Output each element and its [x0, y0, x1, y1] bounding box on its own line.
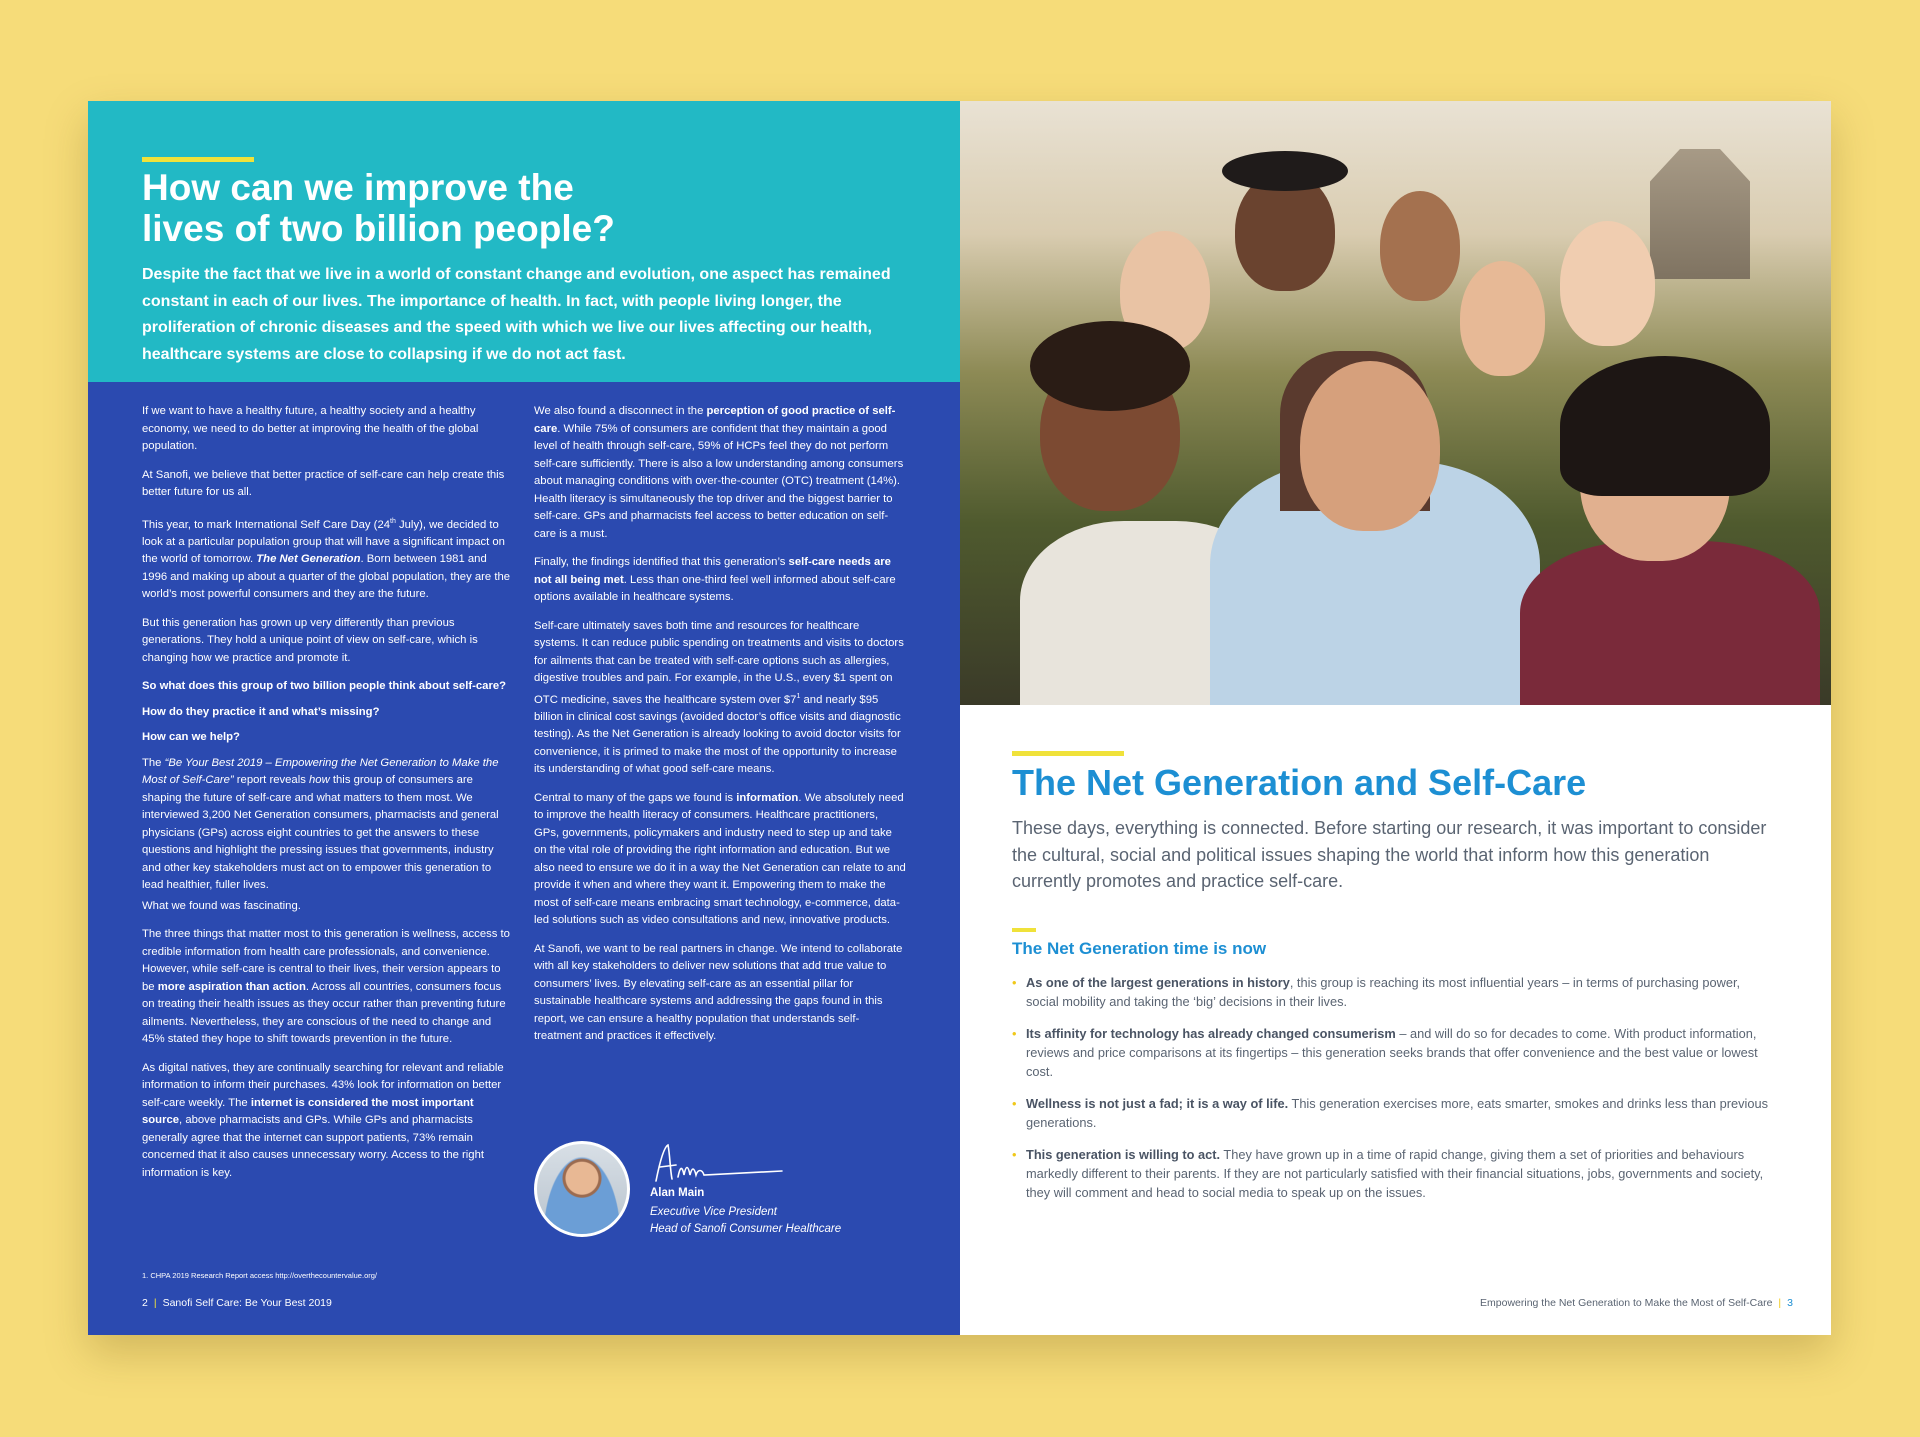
- paragraph: At Sanofi, we believe that better practice of self-care can help create this better future for us all.: [142, 468, 505, 498]
- left-page: [88, 101, 960, 1335]
- hero-panel: [88, 101, 960, 382]
- page-folio: [142, 1297, 332, 1309]
- signature-block: [534, 1141, 934, 1251]
- accent-bar-small: [1012, 928, 1036, 932]
- list-item: • This generation is willing to act. They have grown up in a time of rapid change, giving them a set of priorities and behaviours markedly different to their parents. If they are not particularly satisfied with their financial situations, jobs, governments and society, they will comment and head to social media to speak up on the issues.: [1012, 1145, 1772, 1202]
- footnote: 1. CHPA 2019 Research Report access http://overthecountervalue.org/: [142, 1271, 377, 1280]
- page-number: 2: [142, 1297, 148, 1309]
- right-page: [960, 101, 1831, 1335]
- paragraph: But this generation has grown up very differently than previous generations. They hold a unique point of view on self-care, which is changing how we practice and promote it.: [142, 616, 478, 664]
- subheading: The Net Generation time is now: [1012, 939, 1267, 958]
- section-title: The Net Generation and Self-Care: [1012, 762, 1587, 803]
- accent-bar: [1012, 751, 1124, 756]
- accent-bar: [142, 157, 254, 162]
- folio-separator: |: [1778, 1297, 1782, 1309]
- paragraph: Self-care ultimately saves both time and resources for healthcare systems. It can reduce public spending on treatments and visits to doctors for ailments that can be treated with self-care options such as allergies, digestive troubles and pain. For example, in the U.S., every $1 spent on OTC medicine, saves the healthcare system over $\$7^1$ and nearly $95 billion in clinical cost savings (avoided doctor’s office visits and diagnostic testing). As the Net Generation is already looking to avoid doctor visits for convenience, it is primed to make the most of the opportunity to increase its understanding of what good self-care means.: [534, 619, 904, 776]
- question: How can we help?: [142, 731, 240, 744]
- handwritten-signature: [650, 1141, 790, 1185]
- brochure-spread: [88, 101, 1831, 1335]
- intro-paragraph: Despite the fact that we live in a world of constant change and evolution, one aspect has remained constant in each of our lives. The importance of health. In fact, with people living longer, the proliferation of chronic diseases and the speed with which we live our lives affecting our health, healthcare systems are close to collapsing if we do not act fast.: [142, 266, 891, 363]
- title-line-2: lives of two billion people?: [142, 208, 615, 249]
- folio-text: Empowering the Net Generation to Make the Most of Self-Care: [1480, 1297, 1773, 1309]
- page-folio: [1480, 1297, 1793, 1309]
- paragraph: This year, to mark International Self Care Day (24th July), we decided to look at a particular population group that will have a significant impact on the world of tomorrow. The Net Generation. Born between 1981 and 1996 and making up about a quarter of the global population, they are the world’s most powerful consumers and they are the future.: [142, 517, 511, 601]
- paragraph: The three things that matter most to this generation is wellness, access to credible information from health care professionals, and convenience. However, while self-care is central to their lives, their version appears to be more aspiration than action. Across all countries, consumers focus on treating their health issues as they occur rather than preventing future ailments. Nevertheless, they are conscious of the need to change and 45% stated they hope to shift towards prevention in the future.: [142, 928, 510, 1046]
- bullet-list: [1012, 973, 1772, 1215]
- paragraph: At Sanofi, we want to be real partners in change. We intend to collaborate with all key stakeholders to deliver new solutions that add true value to consumers’ lives. By elevating self-care as an essential pillar for sustainable healthcare systems and addressing the gaps found in this report, we can ensure a healthy population that understands self-treatment and practices it effectively.: [534, 942, 903, 1043]
- list-item: • Wellness is not just a fad; it is a way of life. This generation exercises more, eats smarter, smokes and drinks less than previous generations.: [1012, 1094, 1772, 1132]
- page-title: [142, 167, 842, 249]
- list-item: • As one of the largest generations in history, this group is reaching its most influential years – in terms of purchasing power, social mobility and taking the ‘big’ decisions in their lives.: [1012, 973, 1772, 1011]
- paragraph: Central to many of the gaps we found is information. We absolutely need to improve the health literacy of consumers. Healthcare practitioners, GPs, governments, policymakers and industry need to step up and take on the vital role of providing the right information and education. But we also need to ensure we do it in a way the Net Generation can relate to and provide it when and where they want it. Empowering them to make the most of self-care means embracing smart technology, e-commerce, data-led solutions such as video consultations and new, innovative products.: [534, 791, 906, 927]
- signatory-role: Executive Vice President Head of Sanofi Consumer Healthcare: [650, 1206, 842, 1235]
- body-column-2: [534, 403, 906, 1057]
- signatory-name: Alan Main: [650, 1187, 705, 1199]
- folio-separator: |: [153, 1297, 157, 1309]
- paragraph: We also found a disconnect in the perception of good practice of self-care. While 75% of consumers are confident that they maintain a good level of health through self-care, 59% of HCPs feel they do not perform self-care sufficiently. There is also a low understanding among consumers about managing conditions with over-the-counter (OTC) treatment (14%). Health literacy is simultaneously the top driver and the biggest barrier to self-care. GPs and pharmacists feel access to better education on self-care is a must.: [534, 405, 904, 540]
- paragraph: If we want to have a healthy future, a healthy society and a healthy economy, we need to do better at improving the health of the global population.: [142, 405, 479, 452]
- paragraph: The “Be Your Best 2019 – Empowering the Net Generation to Make the Most of Self-Care” report reveals how this group of consumers are shaping the future of self-care and what matters to them most. We interviewed 3,200 Net Generation consumers, pharmacists and general physicians (GPs) across eight countries to get the answers to these questions and highlight the pressing issues that governments, industry and other key stakeholders must act on to empower this generation to lead healthier, fuller lives.: [142, 756, 499, 892]
- question: How do they practice it and what’s missing?: [142, 705, 380, 718]
- photo-building: [1650, 149, 1750, 279]
- list-item: • Its affinity for technology has already changed consumerism – and will do so for decades to come. With product information, reviews and price comparisons at its fingertips – this generation seeks brands that offer convenience and the best value or lowest cost.: [1012, 1024, 1772, 1081]
- paragraph: Finally, the findings identified that this generation’s self-care needs are not all being met. Less than one-third feel well informed about self-care options available in healthcare systems.: [534, 556, 896, 603]
- body-column-1: [142, 403, 514, 1193]
- lead-paragraph: These days, everything is connected. Before starting our research, it was important to consider the cultural, social and political issues shaping the world that inform how this generation currently promotes and practice self-care.: [1012, 818, 1767, 891]
- group-selfie-photo: [960, 101, 1831, 705]
- title-line-1: How can we improve the: [142, 167, 574, 208]
- question: So what does this group of two billion people think about self-care?: [142, 680, 507, 693]
- folio-text: Sanofi Self Care: Be Your Best 2019: [162, 1297, 332, 1309]
- paragraph: What we found was fascinating.: [142, 899, 301, 912]
- paragraph: As digital natives, they are continually searching for relevant and reliable information to inform their purchases. 43% look for information on better self-care weekly. The internet is considered the most important source, above pharmacists and GPs. While GPs and pharmacists generally agree that the internet can support patients, 73% remain concerned that it also causes unnecessary worry. Access to the right information is key.: [142, 1061, 504, 1179]
- page-number: 3: [1787, 1297, 1793, 1309]
- avatar: [534, 1141, 630, 1237]
